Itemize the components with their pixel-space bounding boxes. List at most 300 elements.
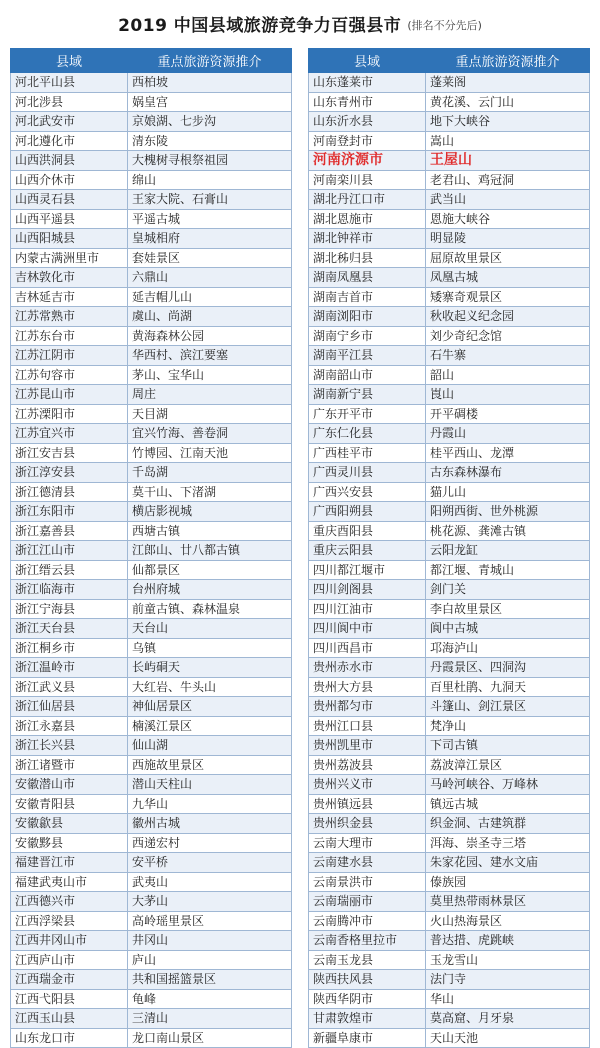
resource-cell: 宜兴竹海、善卷洞: [128, 424, 292, 444]
table-row: [11, 853, 292, 873]
table-row: [309, 814, 590, 834]
resource-cell: 桃花源、龚滩古镇: [426, 521, 590, 541]
resource-cell: 竹博园、江南天池: [128, 443, 292, 463]
table-row: [309, 385, 590, 405]
resource-cell: 大红岩、牛头山: [128, 677, 292, 697]
table-row: [11, 989, 292, 1009]
table-row: [309, 697, 590, 717]
county-cell: 浙江长兴县: [11, 736, 128, 756]
county-cell: 江西德兴市: [11, 892, 128, 912]
resource-cell: 剑门关: [426, 580, 590, 600]
county-cell: 贵州江口县: [309, 716, 426, 736]
resource-cell: 崀山: [426, 385, 590, 405]
resource-cell: 龙口南山景区: [128, 1028, 292, 1048]
table-row: [309, 658, 590, 678]
table-row: [309, 268, 590, 288]
county-cell: 江苏常熟市: [11, 307, 128, 327]
resource-cell: 天目湖: [128, 404, 292, 424]
county-cell: 河北平山县: [11, 73, 128, 93]
county-cell: 浙江德清县: [11, 482, 128, 502]
resource-cell: 九华山: [128, 794, 292, 814]
table-row: [11, 1028, 292, 1048]
county-cell: 江苏宜兴市: [11, 424, 128, 444]
table-row: [11, 307, 292, 327]
resource-cell: 傣族园: [426, 872, 590, 892]
resource-cell: 桂平西山、龙潭: [426, 443, 590, 463]
table-row: [11, 73, 292, 93]
table-row: [11, 463, 292, 483]
county-cell: 四川剑阁县: [309, 580, 426, 600]
county-cell: 山西洪洞县: [11, 151, 128, 171]
county-cell: 湖北恩施市: [309, 209, 426, 229]
table-row: [309, 716, 590, 736]
county-cell: 河南登封市: [309, 131, 426, 151]
county-cell: 吉林延吉市: [11, 287, 128, 307]
resource-cell: 江郎山、廿八都古镇: [128, 541, 292, 561]
table-row: [11, 268, 292, 288]
county-cell: 江苏昆山市: [11, 385, 128, 405]
table-row: [11, 443, 292, 463]
county-cell: 四川都江堰市: [309, 560, 426, 580]
county-cell: 浙江安吉县: [11, 443, 128, 463]
county-cell: 江西瑞金市: [11, 970, 128, 990]
table-row: [11, 677, 292, 697]
table-row: [309, 521, 590, 541]
county-cell: 重庆云阳县: [309, 541, 426, 561]
table-row: [11, 287, 292, 307]
resource-cell: 天台山: [128, 619, 292, 639]
resource-cell: 千岛湖: [128, 463, 292, 483]
county-cell: 河北武安市: [11, 112, 128, 132]
resource-cell: 洱海、崇圣寺三塔: [426, 833, 590, 853]
resource-cell: 京娘湖、七步沟: [128, 112, 292, 132]
table-row: [11, 346, 292, 366]
county-cell: 陕西扶风县: [309, 970, 426, 990]
resource-cell: 高岭瑶里景区: [128, 911, 292, 931]
county-cell: 陕西华阴市: [309, 989, 426, 1009]
county-cell: 江西井冈山市: [11, 931, 128, 951]
county-cell: 浙江仙居县: [11, 697, 128, 717]
resource-cell: 马岭河峡谷、万峰林: [426, 775, 590, 795]
resource-cell: 西柏坡: [128, 73, 292, 93]
county-cell: 江苏东台市: [11, 326, 128, 346]
county-cell: 湖北钟祥市: [309, 229, 426, 249]
county-cell: 河北涉县: [11, 92, 128, 112]
county-column-header: 县域: [309, 49, 426, 73]
table-row: [309, 833, 590, 853]
county-cell: 贵州镇远县: [309, 794, 426, 814]
table-row: [11, 950, 292, 970]
table-row: [11, 814, 292, 834]
table-row: [309, 736, 590, 756]
table-row: [11, 190, 292, 210]
tables-container: [10, 48, 590, 1048]
county-cell: 安徽潜山市: [11, 775, 128, 795]
county-column-header: 县域: [11, 49, 128, 73]
resource-cell: 大茅山: [128, 892, 292, 912]
table-row: [11, 385, 292, 405]
table-row: [309, 229, 590, 249]
resource-cell: 蓬莱阁: [426, 73, 590, 93]
page-title: 2019 中国县域旅游竞争力百强县市: [118, 15, 402, 36]
table-row: [11, 580, 292, 600]
county-cell: 河南济源市: [309, 151, 426, 171]
resource-cell: 台州府城: [128, 580, 292, 600]
resource-cell: 云阳龙缸: [426, 541, 590, 561]
resource-cell: 下司古镇: [426, 736, 590, 756]
county-cell: 云南大理市: [309, 833, 426, 853]
table-row: [309, 92, 590, 112]
county-cell: 广西兴安县: [309, 482, 426, 502]
table-row: [309, 1009, 590, 1029]
table-row: [309, 775, 590, 795]
resource-cell: 虞山、尚湖: [128, 307, 292, 327]
resource-cell: 仙山湖: [128, 736, 292, 756]
county-cell: 江西玉山县: [11, 1009, 128, 1029]
county-cell: 四川江油市: [309, 599, 426, 619]
resource-cell: 阆中古城: [426, 619, 590, 639]
county-cell: 山西介休市: [11, 170, 128, 190]
resource-cell: 三清山: [128, 1009, 292, 1029]
county-cell: 重庆酉阳县: [309, 521, 426, 541]
resource-cell: 套娃景区: [128, 248, 292, 268]
resource-cell: 刘少奇纪念馆: [426, 326, 590, 346]
resource-cell: 横店影视城: [128, 502, 292, 522]
resource-cell: 徽州古城: [128, 814, 292, 834]
right-table-header-row: [309, 49, 590, 73]
resource-cell: 织金洞、古建筑群: [426, 814, 590, 834]
resource-cell: 天山天池: [426, 1028, 590, 1048]
table-row: [11, 521, 292, 541]
table-row: [309, 872, 590, 892]
resource-cell: 绵山: [128, 170, 292, 190]
table-row: [309, 580, 590, 600]
table-row: [11, 872, 292, 892]
resource-cell: 黄花溪、云门山: [426, 92, 590, 112]
page-subtitle: (排名不分先后): [407, 18, 482, 32]
table-row: [309, 989, 590, 1009]
table-row: [11, 697, 292, 717]
table-row: [309, 619, 590, 639]
table-row: [309, 404, 590, 424]
table-row: [309, 326, 590, 346]
table-row: [309, 560, 590, 580]
table-row: [309, 794, 590, 814]
county-cell: 浙江淳安县: [11, 463, 128, 483]
county-cell: 贵州赤水市: [309, 658, 426, 678]
table-row: [309, 424, 590, 444]
table-row: [309, 151, 590, 171]
county-cell: 云南建水县: [309, 853, 426, 873]
county-cell: 内蒙古满洲里市: [11, 248, 128, 268]
county-cell: 云南玉龙县: [309, 950, 426, 970]
table-row: [11, 755, 292, 775]
county-cell: 湖北秭归县: [309, 248, 426, 268]
resource-cell: 西递宏村: [128, 833, 292, 853]
resource-cell: 明显陵: [426, 229, 590, 249]
resource-cell: 荔波漳江景区: [426, 755, 590, 775]
table-row: [309, 911, 590, 931]
table-row: [309, 443, 590, 463]
resource-cell: 莫高窟、月牙泉: [426, 1009, 590, 1029]
resource-cell: 都江堰、青城山: [426, 560, 590, 580]
county-cell: 四川西昌市: [309, 638, 426, 658]
resource-cell: 古东森林瀑布: [426, 463, 590, 483]
resource-cell: 矮寨奇观景区: [426, 287, 590, 307]
table-row: [11, 541, 292, 561]
resource-cell: 龟峰: [128, 989, 292, 1009]
resource-cell: 秋收起义纪念园: [426, 307, 590, 327]
resource-cell: 地下大峡谷: [426, 112, 590, 132]
county-cell: 湖南浏阳市: [309, 307, 426, 327]
table-row: [11, 502, 292, 522]
county-cell: 浙江桐乡市: [11, 638, 128, 658]
table-row: [11, 404, 292, 424]
resource-cell: 玉龙雪山: [426, 950, 590, 970]
table-row: [309, 502, 590, 522]
resource-cell: 乌镇: [128, 638, 292, 658]
table-row: [309, 463, 590, 483]
county-cell: 山西平遥县: [11, 209, 128, 229]
left-table: [10, 48, 292, 1048]
county-cell: 广西灵川县: [309, 463, 426, 483]
county-cell: 四川阆中市: [309, 619, 426, 639]
county-cell: 贵州织金县: [309, 814, 426, 834]
table-row: [11, 970, 292, 990]
resource-cell: 莫里热带雨林景区: [426, 892, 590, 912]
resource-cell: 开平碉楼: [426, 404, 590, 424]
table-row: [11, 931, 292, 951]
county-cell: 湖南平江县: [309, 346, 426, 366]
resource-cell: 阳朔西街、世外桃源: [426, 502, 590, 522]
resource-cell: 嵩山: [426, 131, 590, 151]
resource-cell: 火山热海景区: [426, 911, 590, 931]
resource-cell: 王家大院、石膏山: [128, 190, 292, 210]
table-row: [11, 482, 292, 502]
resource-column-header: 重点旅游资源推介: [426, 49, 590, 73]
table-row: [309, 1028, 590, 1048]
resource-cell: 李白故里景区: [426, 599, 590, 619]
right-table: [308, 48, 590, 1048]
county-cell: 山东沂水县: [309, 112, 426, 132]
resource-cell: 周庄: [128, 385, 292, 405]
county-cell: 江苏句容市: [11, 365, 128, 385]
table-row: [11, 619, 292, 639]
resource-cell: 丹霞山: [426, 424, 590, 444]
county-cell: 山东蓬莱市: [309, 73, 426, 93]
table-row: [11, 1009, 292, 1029]
resource-cell: 井冈山: [128, 931, 292, 951]
table-row: [11, 92, 292, 112]
county-cell: 广东仁化县: [309, 424, 426, 444]
county-cell: 云南瑞丽市: [309, 892, 426, 912]
left-table-body: [11, 73, 292, 1048]
county-cell: 山东青州市: [309, 92, 426, 112]
county-cell: 江苏江阴市: [11, 346, 128, 366]
county-cell: 贵州兴义市: [309, 775, 426, 795]
resource-cell: 华西村、滨江要塞: [128, 346, 292, 366]
table-row: [309, 892, 590, 912]
county-cell: 江苏溧阳市: [11, 404, 128, 424]
resource-cell: 茅山、宝华山: [128, 365, 292, 385]
table-row: [309, 599, 590, 619]
county-cell: 湖南吉首市: [309, 287, 426, 307]
county-cell: 浙江温岭市: [11, 658, 128, 678]
table-row: [309, 209, 590, 229]
page-header: [0, 0, 600, 46]
table-row: [309, 755, 590, 775]
resource-cell: 朱家花园、建水文庙: [426, 853, 590, 873]
county-cell: 安徽歙县: [11, 814, 128, 834]
table-row: [11, 794, 292, 814]
county-cell: 浙江江山市: [11, 541, 128, 561]
right-table-body: [309, 73, 590, 1048]
table-row: [11, 326, 292, 346]
resource-cell: 百里杜鹃、九洞天: [426, 677, 590, 697]
resource-cell: 丹霞景区、四洞沟: [426, 658, 590, 678]
table-row: [11, 892, 292, 912]
table-row: [11, 112, 292, 132]
table-row: [11, 131, 292, 151]
county-cell: 贵州都匀市: [309, 697, 426, 717]
resource-cell: 平遥古城: [128, 209, 292, 229]
county-cell: 山东龙口市: [11, 1028, 128, 1048]
resource-cell: 法门寺: [426, 970, 590, 990]
table-row: [309, 638, 590, 658]
county-cell: 浙江宁海县: [11, 599, 128, 619]
resource-cell: 西塘古镇: [128, 521, 292, 541]
county-cell: 贵州大方县: [309, 677, 426, 697]
table-row: [309, 307, 590, 327]
resource-cell: 潜山天柱山: [128, 775, 292, 795]
table-row: [11, 151, 292, 171]
county-cell: 湖南凤凰县: [309, 268, 426, 288]
table-row: [309, 346, 590, 366]
resource-column-header: 重点旅游资源推介: [128, 49, 292, 73]
table-row: [11, 424, 292, 444]
table-row: [309, 131, 590, 151]
table-row: [309, 950, 590, 970]
county-cell: 云南香格里拉市: [309, 931, 426, 951]
resource-cell: 大槐树寻根祭祖园: [128, 151, 292, 171]
resource-cell: 镇远古城: [426, 794, 590, 814]
county-cell: 河南栾川县: [309, 170, 426, 190]
resource-cell: 庐山: [128, 950, 292, 970]
county-cell: 浙江天台县: [11, 619, 128, 639]
resource-cell: 老君山、鸡冠洞: [426, 170, 590, 190]
resource-cell: 仙都景区: [128, 560, 292, 580]
resource-cell: 武夷山: [128, 872, 292, 892]
county-cell: 山西阳城县: [11, 229, 128, 249]
table-row: [309, 677, 590, 697]
table-row: [11, 209, 292, 229]
county-cell: 江西浮梁县: [11, 911, 128, 931]
resource-cell: 六鼎山: [128, 268, 292, 288]
table-row: [309, 853, 590, 873]
county-cell: 福建晋江市: [11, 853, 128, 873]
table-row: [11, 599, 292, 619]
resource-cell: 娲皇宫: [128, 92, 292, 112]
table-row: [11, 911, 292, 931]
resource-cell: 楠溪江景区: [128, 716, 292, 736]
county-cell: 贵州凯里市: [309, 736, 426, 756]
county-cell: 甘肃敦煌市: [309, 1009, 426, 1029]
table-row: [309, 541, 590, 561]
table-row: [11, 775, 292, 795]
table-row: [309, 287, 590, 307]
table-row: [11, 716, 292, 736]
resource-cell: 神仙居景区: [128, 697, 292, 717]
resource-cell: 共和国摇篮景区: [128, 970, 292, 990]
table-row: [309, 931, 590, 951]
table-row: [309, 112, 590, 132]
county-cell: 浙江武义县: [11, 677, 128, 697]
county-cell: 广西阳朔县: [309, 502, 426, 522]
county-cell: 湖南韶山市: [309, 365, 426, 385]
table-row: [309, 482, 590, 502]
county-cell: 安徽黟县: [11, 833, 128, 853]
resource-cell: 前童古镇、森林温泉: [128, 599, 292, 619]
resource-cell: 黄海森林公园: [128, 326, 292, 346]
table-row: [11, 638, 292, 658]
resource-cell: 斗篷山、剑江景区: [426, 697, 590, 717]
resource-cell: 长屿硐天: [128, 658, 292, 678]
county-cell: 浙江临海市: [11, 580, 128, 600]
table-row: [11, 365, 292, 385]
resource-cell: 普达措、虎跳峡: [426, 931, 590, 951]
resource-cell: 安平桥: [128, 853, 292, 873]
county-cell: 云南景洪市: [309, 872, 426, 892]
county-cell: 湖南新宁县: [309, 385, 426, 405]
county-cell: 新疆阜康市: [309, 1028, 426, 1048]
county-cell: 福建武夷山市: [11, 872, 128, 892]
resource-cell: 屈原故里景区: [426, 248, 590, 268]
county-cell: 浙江永嘉县: [11, 716, 128, 736]
resource-cell: 王屋山: [426, 151, 590, 171]
table-row: [11, 560, 292, 580]
county-cell: 浙江诸暨市: [11, 755, 128, 775]
resource-cell: 清东陵: [128, 131, 292, 151]
county-cell: 河北遵化市: [11, 131, 128, 151]
county-cell: 浙江嘉善县: [11, 521, 128, 541]
table-row: [309, 970, 590, 990]
county-cell: 广西桂平市: [309, 443, 426, 463]
county-cell: 浙江缙云县: [11, 560, 128, 580]
table-row: [309, 190, 590, 210]
resource-cell: 武当山: [426, 190, 590, 210]
county-cell: 江西弋阳县: [11, 989, 128, 1009]
county-cell: 浙江东阳市: [11, 502, 128, 522]
table-row: [11, 658, 292, 678]
county-cell: 广东开平市: [309, 404, 426, 424]
county-cell: 贵州荔波县: [309, 755, 426, 775]
county-cell: 山西灵石县: [11, 190, 128, 210]
resource-cell: 凤凰古城: [426, 268, 590, 288]
resource-cell: 石牛寨: [426, 346, 590, 366]
left-table-header-row: [11, 49, 292, 73]
resource-cell: 莫干山、下渚湖: [128, 482, 292, 502]
table-row: [11, 736, 292, 756]
table-row: [11, 170, 292, 190]
table-row: [309, 170, 590, 190]
table-row: [11, 833, 292, 853]
resource-cell: 华山: [426, 989, 590, 1009]
resource-cell: 韶山: [426, 365, 590, 385]
county-cell: 江西庐山市: [11, 950, 128, 970]
resource-cell: 延吉帽儿山: [128, 287, 292, 307]
table-row: [309, 73, 590, 93]
table-row: [11, 248, 292, 268]
